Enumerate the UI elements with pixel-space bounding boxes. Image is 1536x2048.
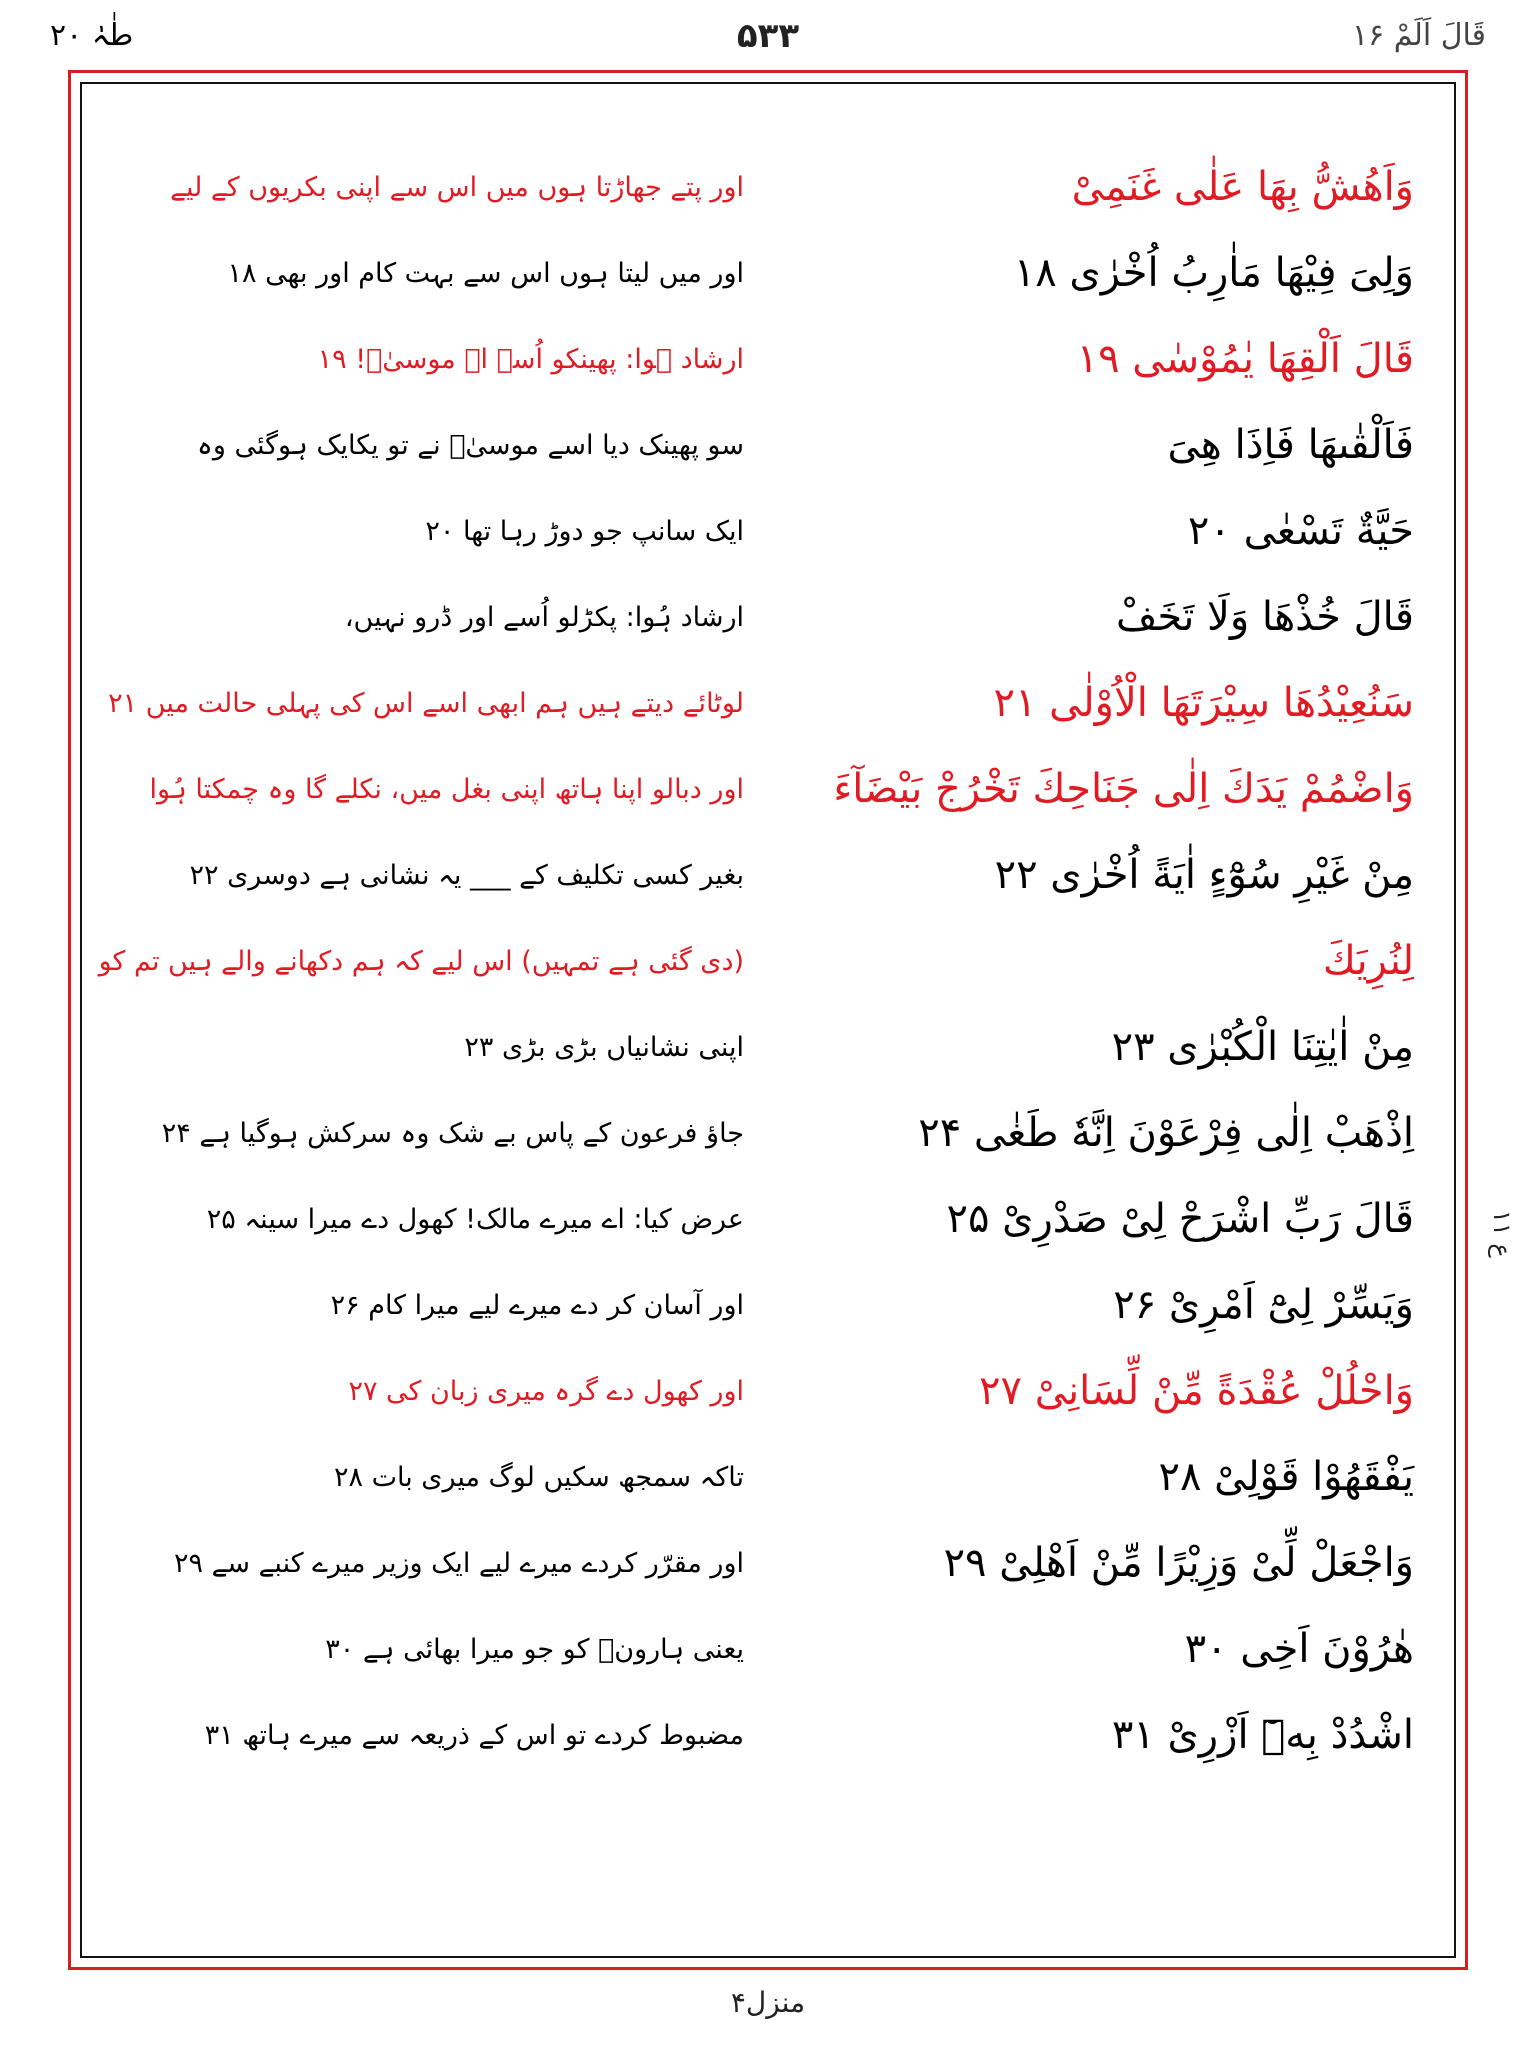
urdu-translation: یعنی ہارونؑ کو جو میرا بھائی ہے ۳۰ xyxy=(325,1633,744,1665)
urdu-translation: اور دبالو اپنا ہاتھ اپنی بغل میں، نکلے گا وہ چمکتا ہُوا xyxy=(149,773,744,805)
urdu-translation: مضبوط کردے تو اس کے ذریعہ سے میرے ہاتھ ۳۱ xyxy=(204,1719,744,1751)
arabic-text: فَاَلْقٰىهَا فَاِذَا هِیَ xyxy=(1167,422,1414,468)
arabic-text: یَفْقَهُوْا قَوْلِیْ ۲۸ xyxy=(1158,1454,1414,1500)
urdu-translation: تاکہ سمجھ سکیں لوگ میری بات ۲۸ xyxy=(333,1461,744,1493)
verse-row xyxy=(82,1526,1454,1600)
arabic-text: وَیَسِّرْ لِیْٓ اَمْرِیْ ۲۶ xyxy=(1113,1282,1414,1328)
arabic-text: وَاَهُشُّ بِهَا عَلٰى غَنَمِیْ xyxy=(1071,164,1414,210)
manzil-footer: منزل۴ xyxy=(730,1986,806,2019)
arabic-text: اِذْهَبْ اِلٰى فِرْعَوْنَ اِنَّهٗ طَغٰى ۲۴ xyxy=(918,1110,1414,1156)
verse-row xyxy=(82,236,1454,310)
urdu-translation: اور میں لیتا ہوں اس سے بہت کام اور بھی ۱۸ xyxy=(227,257,744,289)
arabic-text: لِنُرِیَكَ xyxy=(1322,938,1414,984)
urdu-translation: اور آسان کر دے میرے لیے میرا کام ۲۶ xyxy=(330,1289,744,1321)
arabic-text: قَالَ خُذْهَا وَلَا تَخَفْ xyxy=(1115,594,1414,640)
urdu-translation: لوٹائے دیتے ہیں ہم ابھی اسے اس کی پہلی حالت میں ۲۱ xyxy=(108,687,744,719)
urdu-translation: سو پھینک دیا اسے موسیٰؑ نے تو یکایک ہوگئی وہ xyxy=(197,429,744,461)
urdu-translation: (دی گئی ہے تمہیں) اس لیے کہ ہم دکھانے والے ہیں تم کو xyxy=(98,945,744,977)
verse-row xyxy=(82,752,1454,826)
verse-row xyxy=(82,1010,1454,1084)
verse-row xyxy=(82,924,1454,998)
verse-row xyxy=(82,494,1454,568)
arabic-text: وَاحْلُلْ عُقْدَةً مِّنْ لِّسَانِیْ ۲۷ xyxy=(979,1368,1414,1414)
urdu-translation: ارشاد ہُوا: پکڑلو اُسے اور ڈرو نہیں، xyxy=(344,601,744,633)
arabic-text: قَالَ اَلْقِهَا یٰمُوْسٰى ۱۹ xyxy=(1076,336,1414,382)
verse-row xyxy=(82,150,1454,224)
urdu-translation: اور کھول دے گرہ میری زبان کی ۲۷ xyxy=(348,1375,744,1407)
arabic-text: مِنْ اٰیٰتِنَا الْكُبْرٰى ۲۳ xyxy=(1111,1024,1414,1070)
verse-row xyxy=(82,1096,1454,1170)
urdu-translation: ارشاد ہوا: پھینکو اُسے اے موسیٰؑ! ۱۹ xyxy=(317,343,744,375)
urdu-translation: اور پتے جھاڑتا ہوں میں اس سے اپنی بکریوں کے لیے xyxy=(170,171,744,203)
verse-row xyxy=(82,666,1454,740)
urdu-translation: اور مقرّر کردے میرے لیے ایک وزیر میرے کنبے سے ۲۹ xyxy=(173,1547,744,1579)
header-para-name: قَالَ اَلَمْ ۱۶ xyxy=(1351,18,1486,53)
verse-row xyxy=(82,1268,1454,1342)
header-surah-name: طٰہٰ ۲۰ xyxy=(50,18,134,53)
verse-row xyxy=(82,1182,1454,1256)
verse-row xyxy=(82,408,1454,482)
arabic-text: قَالَ رَبِّ اشْرَحْ لِیْ صَدْرِیْ ۲۵ xyxy=(946,1196,1414,1242)
verse-row xyxy=(82,1440,1454,1514)
arabic-text: وَاجْعَلْ لِّیْ وَزِیْرًا مِّنْ اَهْلِیْ ۲۹ xyxy=(943,1540,1414,1586)
arabic-text: سَنُعِیْدُهَا سِیْرَتَهَا الْاُوْلٰى ۲۱ xyxy=(993,680,1414,726)
ruku-marker: ع ۱۱ xyxy=(1488,1210,1516,1258)
urdu-translation: عرض کیا: اے میرے مالک! کھول دے میرا سینہ ۲۵ xyxy=(206,1203,744,1235)
verse-row xyxy=(82,1612,1454,1686)
arabic-text: اشْدُدْ بِهٖٓ اَزْرِیْ ۳۱ xyxy=(1111,1712,1414,1758)
verse-row xyxy=(82,838,1454,912)
verse-row xyxy=(82,580,1454,654)
verse-row xyxy=(82,1698,1454,1772)
urdu-translation: بغیر کسی تکلیف کے ___ یہ نشانی ہے دوسری ۲۲ xyxy=(189,859,744,891)
arabic-text: وَاضْمُمْ یَدَكَ اِلٰى جَنَاحِكَ تَخْرُجْ بَیْضَآءَ xyxy=(833,766,1414,812)
arabic-text: هٰرُوْنَ اَخِی ۳۰ xyxy=(1184,1626,1414,1672)
urdu-translation: اپنی نشانیاں بڑی بڑی ۲۳ xyxy=(464,1031,744,1063)
verse-row xyxy=(82,322,1454,396)
verse-row xyxy=(82,1354,1454,1428)
arabic-text: مِنْ غَیْرِ سُوْٓءٍ اٰیَةً اُخْرٰى ۲۲ xyxy=(994,852,1414,898)
urdu-translation: جاؤ فرعون کے پاس بے شک وہ سرکش ہوگیا ہے ۲۴ xyxy=(161,1117,744,1149)
arabic-text: حَیَّةٌ تَسْعٰى ۲۰ xyxy=(1187,508,1414,554)
page-number: ۵۳۳ xyxy=(736,16,800,56)
arabic-text: وَلِیَ فِیْهَا مَاٰرِبُ اُخْرٰى ۱۸ xyxy=(1013,250,1414,296)
urdu-translation: ایک سانپ جو دوڑ رہا تھا ۲۰ xyxy=(425,515,744,547)
